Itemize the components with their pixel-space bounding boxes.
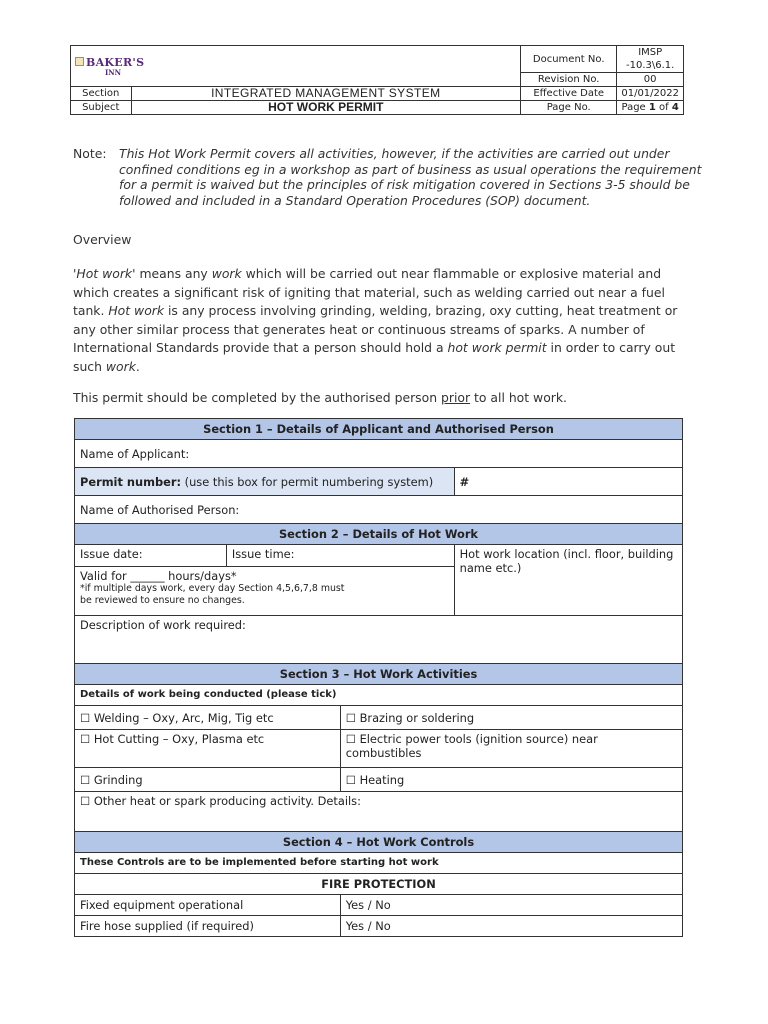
hot-work-location-field[interactable]: Hot work location (incl. floor, building name etc.) xyxy=(454,545,682,616)
document-header xyxy=(70,45,684,115)
fixed-equipment-label: Fixed equipment operational xyxy=(75,895,341,916)
section-2-title: Section 2 – Details of Hot Work xyxy=(75,524,683,545)
valid-for-field[interactable]: Valid for ______ hours/days* *if multiple days work, every day Section 4,5,6,7,8 must be reviewed to ensure no changes. xyxy=(75,567,455,616)
checkbox-other-activity[interactable]: ☐ Other heat or spark producing activity. Details: xyxy=(75,792,683,832)
overview-paragraph: 'Hot work' means any work which will be carried out near flammable or explosive material and which creates a significant risk of igniting that material, such as welding carried out near a fuel tank. Hot work is any process involving grinding, welding, brazing, oxy cutting, heat treatment or any other similar process that generates heat or continuous streams of sparks. A number of International Standards provide that a person should hold a hot work permit in order to carry out such work. xyxy=(73,266,678,374)
hot-work-permit-form xyxy=(74,418,683,937)
document-no-label: Document No. xyxy=(521,46,617,73)
note-text: This Hot Work Permit covers all activities, however, if the activities are carried out under confined conditions eg in a workshop as part of business as usual operations the requirement for a permit is waived but the principles of risk mitigation covered in Sections 3-5 should be followed and included in a Standard Operation Procedures (SOP) document. xyxy=(119,146,702,208)
checkbox-brazing[interactable]: ☐ Brazing or soldering xyxy=(340,706,682,730)
permit-instruction: This permit should be completed by the authorised person prior to all hot work. xyxy=(73,390,567,405)
permit-number-label: Permit number: (use this box for permit numbering system) xyxy=(75,468,455,496)
subject-value: HOT WORK PERMIT xyxy=(131,101,521,115)
section-4-title: Section 4 – Hot Work Controls xyxy=(75,832,683,853)
note-label: Note: xyxy=(73,146,107,161)
controls-note: These Controls are to be implemented before starting hot work xyxy=(75,853,683,874)
checkbox-heating[interactable]: ☐ Heating xyxy=(340,768,682,792)
fire-hose-label: Fire hose supplied (if required) xyxy=(75,916,341,937)
checkbox-welding[interactable]: ☐ Welding – Oxy, Arc, Mig, Tig etc xyxy=(75,706,341,730)
effective-date-value: 01/01/2022 xyxy=(617,87,684,101)
fire-protection-heading: FIRE PROTECTION xyxy=(75,874,683,895)
effective-date-label: Effective Date xyxy=(521,87,617,101)
company-logo: BAKER'S INN xyxy=(75,56,144,79)
logo-cell xyxy=(71,46,521,87)
checkbox-grinding[interactable]: ☐ Grinding xyxy=(75,768,341,792)
section-value: INTEGRATED MANAGEMENT SYSTEM xyxy=(131,87,521,101)
name-of-applicant-field[interactable]: Name of Applicant: xyxy=(75,440,683,468)
fixed-equipment-answer[interactable]: Yes / No xyxy=(340,895,682,916)
name-of-authorised-person-field[interactable]: Name of Authorised Person: xyxy=(75,496,683,524)
checkbox-hot-cutting[interactable]: ☐ Hot Cutting – Oxy, Plasma etc xyxy=(75,730,341,768)
issue-time-field[interactable]: Issue time: xyxy=(226,545,454,567)
issue-date-field[interactable]: Issue date: xyxy=(75,545,227,567)
section-1-title: Section 1 – Details of Applicant and Authorised Person xyxy=(75,419,683,440)
permit-number-field[interactable]: # xyxy=(454,468,682,496)
description-of-work-field[interactable]: Description of work required: xyxy=(75,616,683,664)
subject-label: Subject xyxy=(71,101,132,115)
revision-no-value: 00 xyxy=(617,73,684,87)
details-heading: Details of work being conducted (please tick) xyxy=(75,685,683,706)
page-no-value: Page 1 of 4 xyxy=(617,101,684,115)
fire-hose-answer[interactable]: Yes / No xyxy=(340,916,682,937)
revision-no-label: Revision No. xyxy=(521,73,617,87)
document-no-value: IMSP -10.3\6.1. xyxy=(617,46,684,73)
valid-for-note: *if multiple days work, every day Section 4,5,6,7,8 must be reviewed to ensure no changes. xyxy=(80,583,345,606)
overview-heading: Overview xyxy=(73,232,132,247)
logo-mark-icon xyxy=(75,57,84,66)
note-paragraph xyxy=(73,146,713,208)
section-3-title: Section 3 – Hot Work Activities xyxy=(75,664,683,685)
page-no-label: Page No. xyxy=(521,101,617,115)
section-label: Section xyxy=(71,87,132,101)
checkbox-electric-power-tools[interactable]: ☐ Electric power tools (ignition source) near combustibles xyxy=(340,730,682,768)
